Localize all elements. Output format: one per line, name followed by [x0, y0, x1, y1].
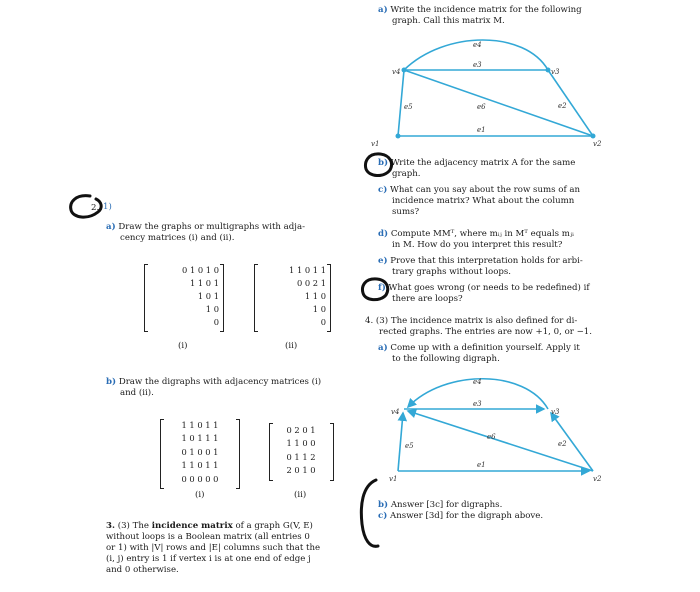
right-part-f-line2: there are loops? [392, 294, 463, 304]
label-e3: e3 [473, 61, 482, 69]
label-v2: v2 [593, 140, 602, 148]
matrix-a-ii [258, 264, 326, 329]
bracket-left [144, 264, 148, 332]
matrix-row: 2 0 1 0 [286, 465, 316, 476]
part-index: 1) [103, 202, 112, 212]
problem-3-line4: (i, j) entry is 1 if vertex i is at one end of edge j [106, 554, 311, 564]
problem-4b-label: b) [378, 500, 389, 510]
label-e5: e5 [404, 103, 413, 111]
matrix-b-i [165, 419, 235, 486]
problem-4c-text: Answer [3d] for the digraph above. [390, 511, 544, 521]
right-part-f-line1: What goes wrong (or needs to be redefined) if [388, 283, 590, 293]
problem-4a-line1: Come up with a definition yourself. Apply it [390, 343, 580, 353]
matrix-row: 1 0 [312, 304, 326, 314]
problem-3-points: (3) [117, 521, 130, 531]
vertex-v2 [591, 134, 596, 139]
label-v1: v1 [389, 475, 398, 483]
problem-4a-label: a) [378, 343, 388, 353]
problem-4bc-text [378, 500, 543, 522]
right-part-a-label: a) [378, 5, 388, 15]
label-e1: e1 [477, 126, 486, 134]
right-part-c-text [378, 185, 580, 218]
bracket-right [330, 423, 334, 481]
problem-number-2: 2. [91, 203, 100, 213]
label-v3: v3 [551, 408, 560, 416]
right-part-f-text [378, 283, 590, 305]
part-a-label: a) [106, 222, 116, 232]
label-e3: e3 [473, 400, 482, 408]
label-v2: v2 [593, 475, 602, 483]
problem-4-line1: 4. (3) The incidence matrix is also defined for di- [365, 316, 578, 326]
label-e2: e2 [558, 102, 567, 110]
part-b-line1: Draw the digraphs with adjacency matrices (i) [118, 377, 322, 387]
vertex-v4 [402, 68, 407, 73]
vertex-v1 [396, 134, 401, 139]
label-e6: e6 [477, 103, 486, 111]
matrix-row: 0 0 2 1 [296, 278, 326, 288]
problem-3-number: 3. [106, 521, 115, 531]
label-e4: e4 [473, 41, 482, 49]
right-part-e-label: e) [378, 256, 388, 266]
label-e2: e2 [558, 440, 567, 448]
hand-drawn-circle-mark [66, 190, 106, 222]
label-v3: v3 [551, 68, 560, 76]
matrix-row: 0 [213, 317, 219, 327]
label-e4: e4 [473, 378, 482, 386]
label-e5: e5 [405, 442, 414, 450]
matrix-row: 0 1 0 1 0 [182, 265, 219, 275]
matrix-row: 0 0 0 0 0 [181, 473, 219, 484]
label-e6: e6 [487, 433, 496, 441]
problem-4-line2: rected graphs. The entries are now +1, 0, or −1. [379, 327, 592, 337]
problem-4b-text: Answer [3c] for digraphs. [390, 500, 503, 510]
matrix-row: 1 0 1 1 1 [181, 433, 219, 444]
right-part-e-text [378, 256, 583, 278]
right-part-b-line2: graph. [392, 169, 421, 179]
label-i: (i) [178, 341, 188, 351]
problem-3-line2: without loops is a Boolean matrix (all entries 0 [106, 532, 310, 542]
right-part-d-text [378, 229, 574, 251]
right-part-b-text [378, 158, 575, 180]
matrix-row: 1 1 0 [304, 291, 326, 301]
right-part-d-label: d) [378, 229, 389, 239]
right-part-c-line3: sums? [392, 207, 420, 217]
right-part-b-line1: Write the adjacency matrix A for the same [390, 158, 576, 168]
problem-3-term: incidence matrix [151, 521, 233, 531]
part-a-line1: Draw the graphs or multigraphs with adja- [118, 222, 305, 232]
problem-3-text [106, 521, 346, 576]
part-b-text [106, 377, 321, 399]
problem-4a-text [378, 343, 580, 365]
part-b-line2: and (ii). [120, 388, 154, 398]
right-part-a-line1: Write the incidence matrix for the following [390, 5, 582, 15]
directed-graph-figure [365, 373, 605, 483]
right-part-e-line2: trary graphs without loops. [392, 267, 512, 277]
right-part-d-line1: Compute MMᵀ, where mᵢⱼ in Mᵀ equals mⱼᵢ [390, 229, 574, 239]
label-ii: (ii) [285, 341, 298, 351]
right-part-d-line2: in M. How do you interpret this result? [392, 240, 563, 250]
label-e1: e1 [477, 461, 486, 469]
right-part-c-line1: What can you say about the row sums of an [390, 185, 581, 195]
matrix-row: 0 1 0 0 1 [181, 446, 219, 457]
bracket-right [236, 419, 240, 489]
problem-3-text-pre: The [132, 521, 149, 531]
problem-4a-line2: to the following digraph. [392, 354, 500, 364]
problem-3-line3: or 1) with |V| rows and |E| columns such that the [106, 543, 321, 553]
problem-3-line5: and 0 otherwise. [106, 565, 179, 575]
right-part-a-text [378, 5, 582, 27]
problem-3-text-post: of a graph G(V, E) [235, 521, 313, 531]
part-a-line2: cency matrices (i) and (ii). [120, 233, 235, 243]
right-part-b-label: b) [378, 158, 389, 168]
label-ii: (ii) [294, 490, 307, 500]
matrix-row: 1 1 0 1 1 [181, 420, 219, 430]
part-b-label: b) [106, 377, 117, 387]
bracket-right [327, 264, 331, 332]
matrix-row: 1 1 0 0 [286, 438, 316, 449]
right-part-e-line1: Prove that this interpretation holds for arbi- [390, 256, 583, 266]
matrix-row: 1 1 0 1 1 [289, 265, 326, 275]
problem-4-text [365, 316, 592, 338]
matrix-b-ii [273, 424, 329, 478]
matrix-row: 0 2 0 1 [286, 425, 316, 435]
label-v1: v1 [371, 140, 380, 148]
right-part-a-line2: graph. Call this matrix M. [392, 16, 505, 26]
bracket-left [160, 419, 164, 489]
vertex-v3 [546, 68, 551, 73]
part-a-text [106, 222, 305, 244]
matrix-row: 1 0 [205, 304, 219, 314]
label-v4: v4 [392, 68, 401, 76]
label-i: (i) [195, 490, 205, 500]
arc-e5 [398, 413, 403, 471]
matrix-row: 1 0 1 [197, 291, 219, 301]
matrix-row: 0 [320, 317, 326, 327]
edge-e2 [548, 70, 593, 136]
matrix-row: 1 1 0 1 [189, 278, 219, 288]
matrix-row: 0 1 1 2 [286, 451, 316, 462]
right-part-f-label: f) [378, 283, 386, 293]
right-part-c-line2: incidence matrix? What about the column [392, 196, 575, 206]
label-v4: v4 [391, 408, 400, 416]
matrix-a-i [149, 264, 219, 329]
bracket-right [220, 264, 224, 332]
matrix-row: 1 1 0 1 1 [181, 460, 219, 471]
undirected-graph-figure [365, 38, 605, 148]
problem-4c-label: c) [378, 511, 388, 521]
right-part-c-label: c) [378, 185, 388, 195]
